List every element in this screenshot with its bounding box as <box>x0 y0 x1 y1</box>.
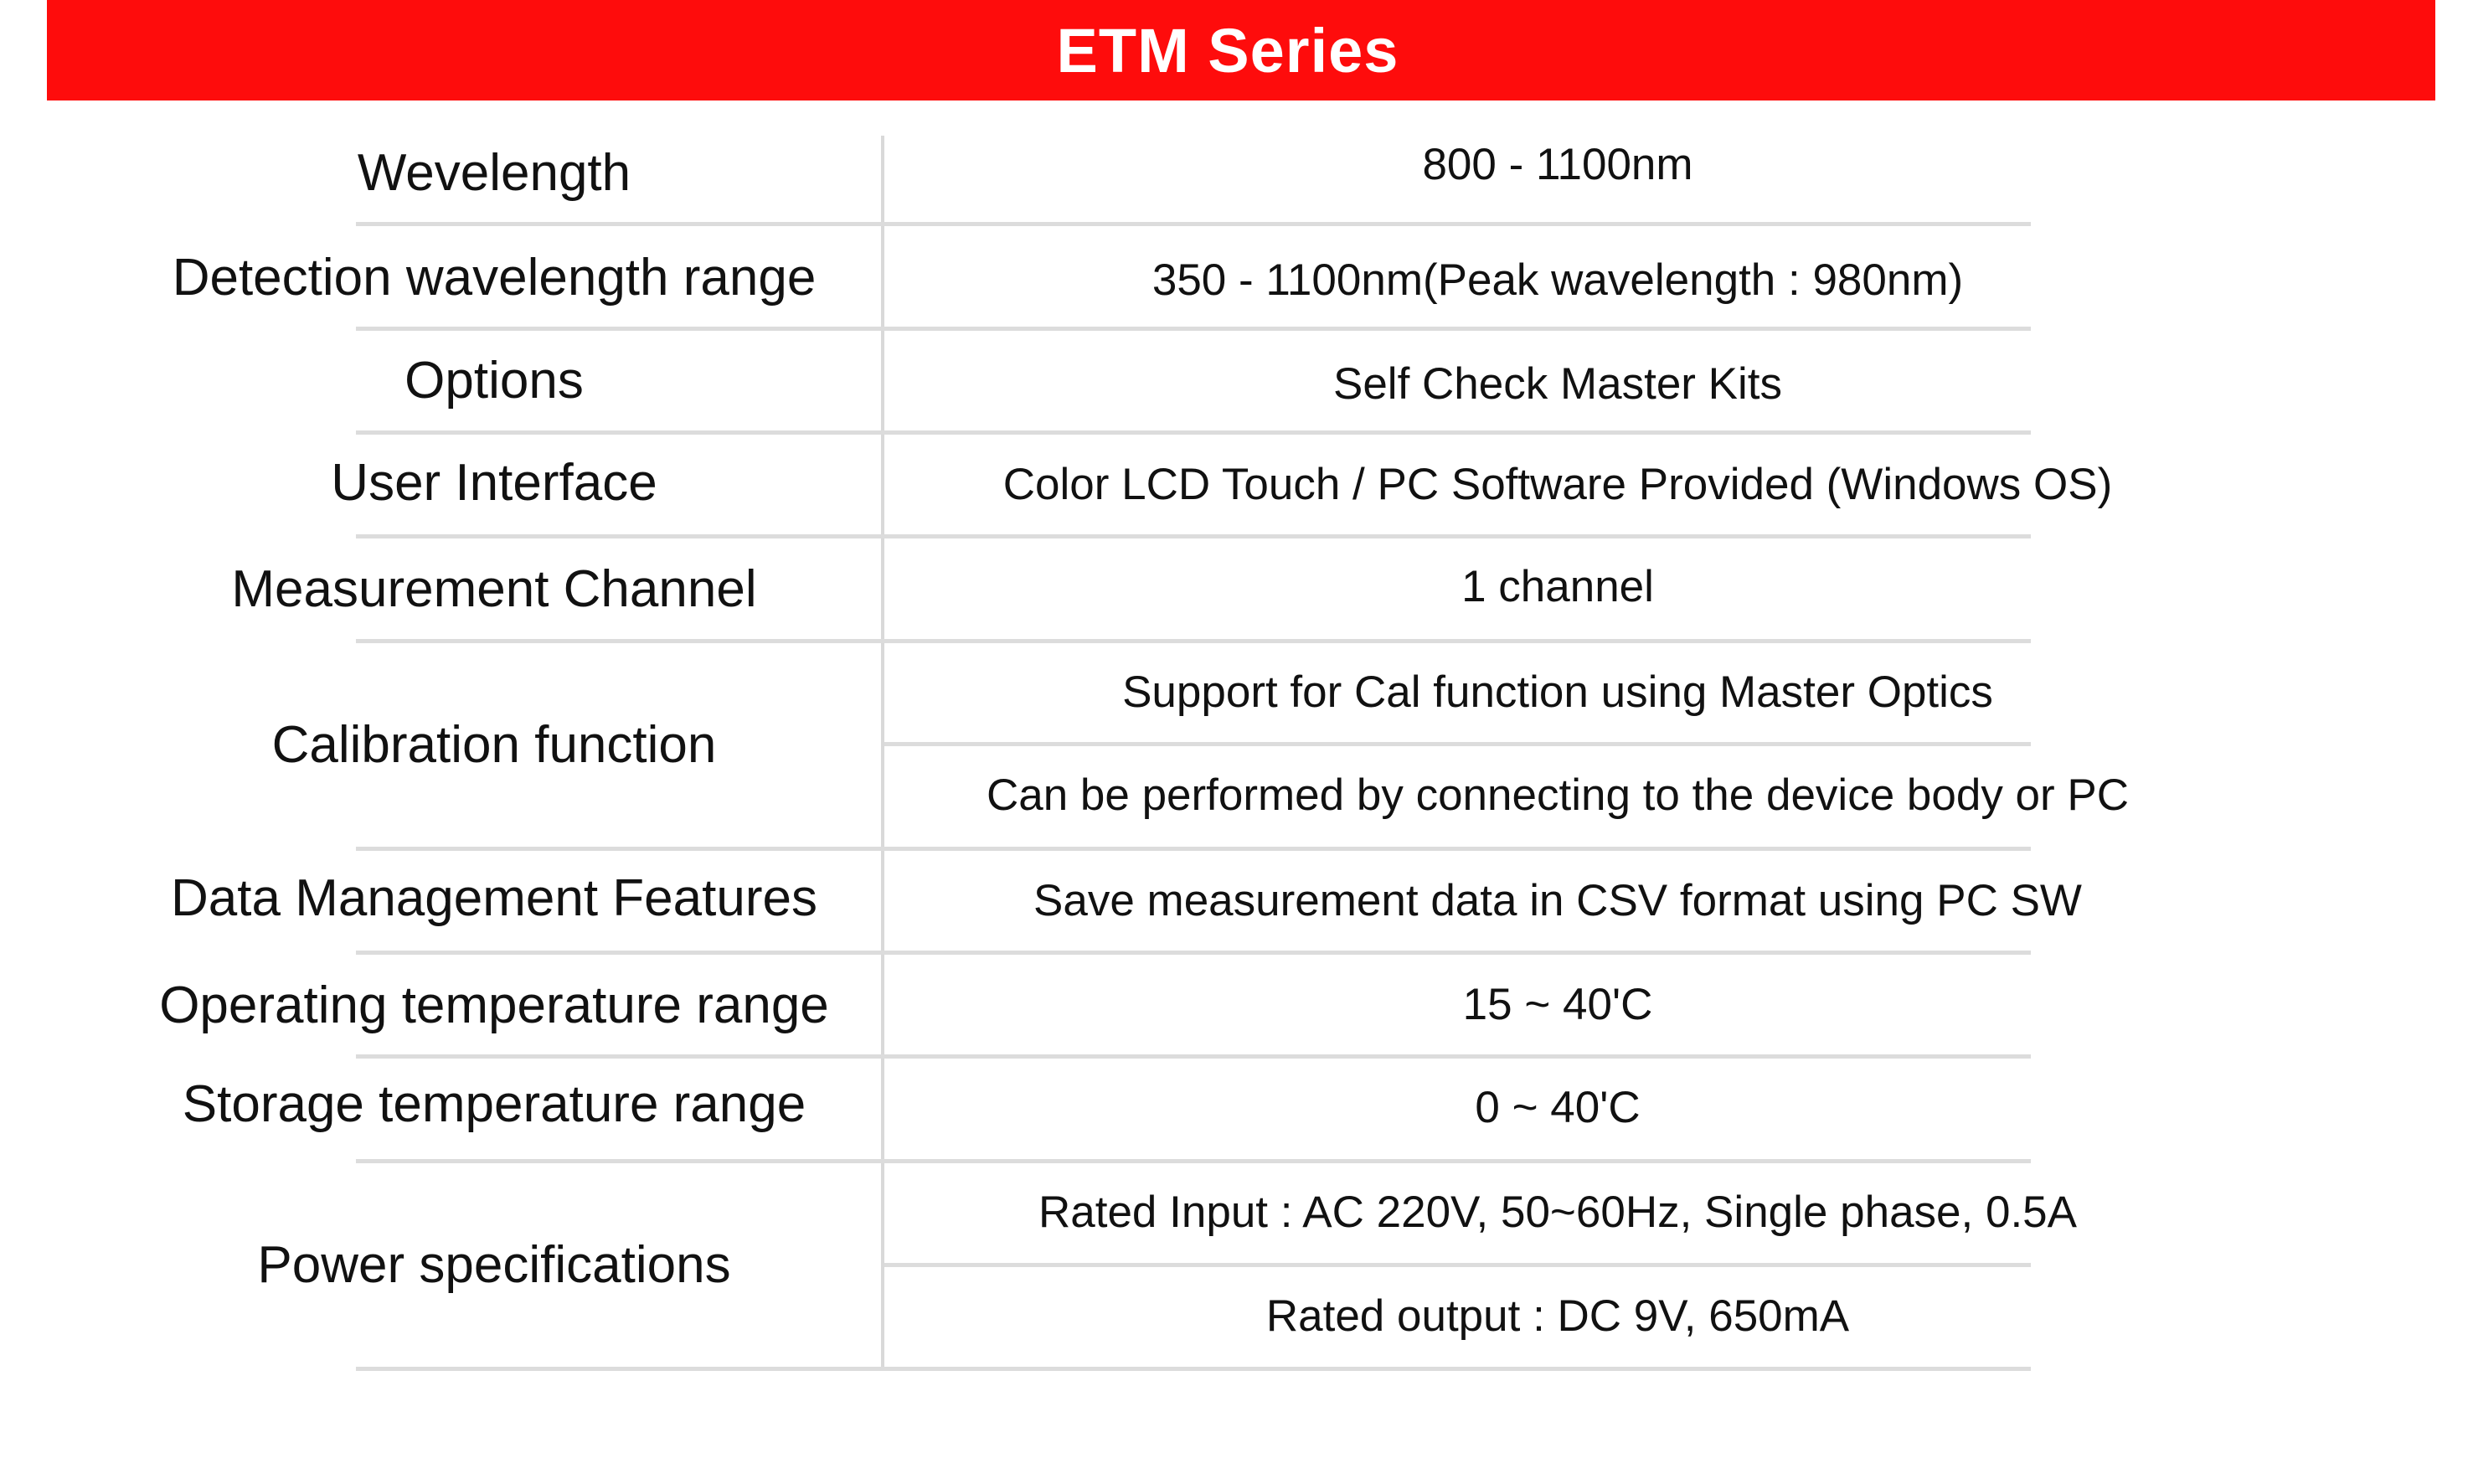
spec-label: Measurement Channel <box>231 559 757 618</box>
spec-label: Detection wavelength range <box>172 248 817 307</box>
spec-label: User Interface <box>331 453 657 512</box>
spec-value: Rated output : DC 9V, 650mA <box>1265 1291 1850 1341</box>
spec-label: Wevelength <box>357 143 631 202</box>
spec-label: Calibration function <box>271 715 717 774</box>
spec-label: Operating temperature range <box>159 976 829 1034</box>
spec-value: Rated Input : AC 220V, 50~60Hz, Single phase, 0.5A <box>1038 1187 2077 1237</box>
spec-value: 15 ~ 40'C <box>1462 979 1653 1029</box>
spec-value: Save measurement data in CSV format using PC SW <box>1033 875 2082 925</box>
spec-label: Storage temperature range <box>182 1074 806 1133</box>
row-divider <box>356 222 2031 226</box>
spec-label: Power specifications <box>257 1235 731 1294</box>
spec-value: 1 channel <box>1461 561 1654 611</box>
spec-label: Options <box>404 351 584 410</box>
spec-value: Self Check Master Kits <box>1332 358 1783 409</box>
title-banner <box>47 0 2435 100</box>
spec-value: 0 ~ 40'C <box>1475 1082 1641 1132</box>
spec-value: 800 - 1100nm <box>1422 139 1693 189</box>
row-divider <box>356 1367 2031 1371</box>
column-divider <box>881 136 884 1368</box>
spec-value: 350 - 1100nm(Peak wavelength : 980nm) <box>1151 255 1964 305</box>
spec-value: Support for Cal function using Master Optics <box>1122 667 1993 717</box>
spec-label: Data Management Features <box>171 868 817 927</box>
table-title: ETM Series <box>1056 15 1399 85</box>
spec-value: Can be performed by connecting to the device body or PC <box>986 770 2130 820</box>
spec-value: Color LCD Touch / PC Software Provided (Windows OS) <box>1002 459 2113 509</box>
